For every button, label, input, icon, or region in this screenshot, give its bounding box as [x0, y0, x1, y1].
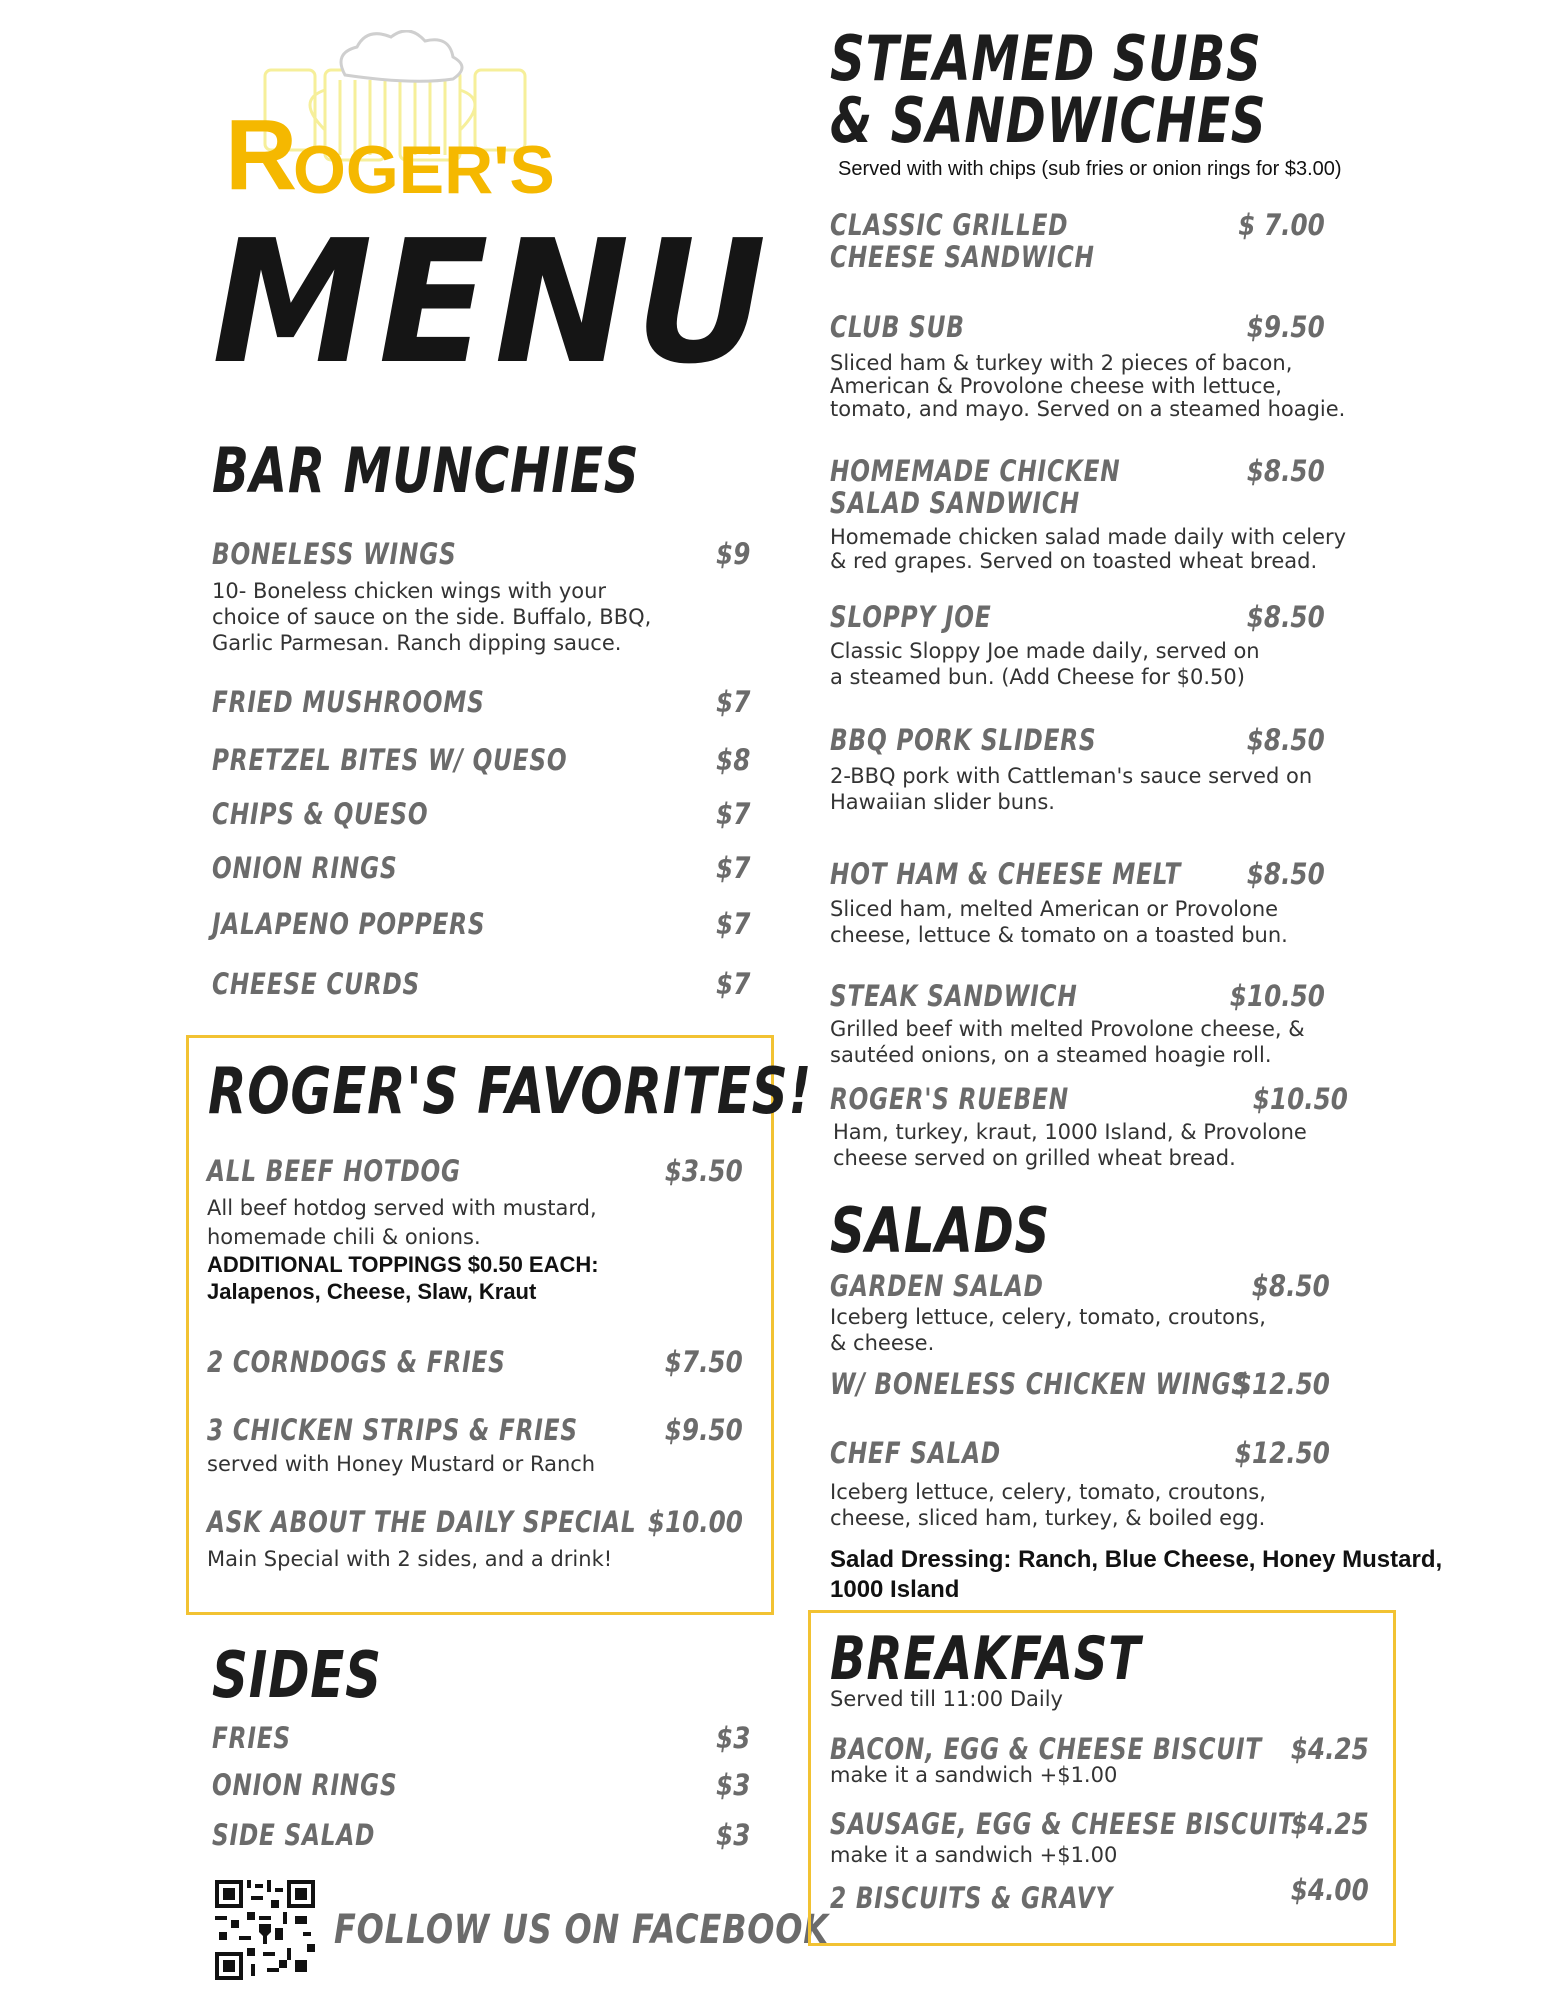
- breakfast-subtitle: Served till 11:00 Daily: [830, 1687, 1063, 1711]
- item-price: $7: [715, 797, 750, 831]
- item-desc: make it a sandwich +$1.00: [830, 1763, 1118, 1787]
- item-desc: Hawaiian slider buns.: [830, 790, 1055, 814]
- item-name: CHEESE CURDS: [212, 967, 421, 1001]
- item-name: HOT HAM & CHEESE MELT: [830, 857, 1182, 891]
- item-price: $7: [715, 685, 750, 719]
- item-desc: All beef hotdog served with mustard,: [207, 1196, 597, 1220]
- item-name: SLOPPY JOE: [830, 600, 992, 634]
- item-price: $12.50: [1234, 1367, 1330, 1401]
- item-price: $8.50: [1247, 723, 1325, 757]
- item-name: 2 BISCUITS & GRAVY: [830, 1881, 1114, 1915]
- item-price: $7: [715, 851, 750, 885]
- item-desc: & cheese.: [830, 1331, 935, 1355]
- item-price: $10.00: [647, 1505, 743, 1539]
- item-name: 3 CHICKEN STRIPS & FRIES: [207, 1413, 578, 1447]
- item-desc: cheese served on grilled wheat bread.: [833, 1146, 1236, 1170]
- item-price: $9.50: [665, 1413, 743, 1447]
- item-name: HOMEMADE CHICKEN: [830, 454, 1121, 488]
- item-desc: 2-BBQ pork with Cattleman's sauce served on: [830, 764, 1313, 788]
- item-desc: & red grapes. Served on toasted wheat bread.: [830, 549, 1318, 573]
- item-name: ONION RINGS: [212, 1768, 398, 1802]
- item-name: FRIED MUSHROOMS: [212, 685, 485, 719]
- item-price: $9: [715, 537, 750, 571]
- item-name: ALL BEEF HOTDOG: [207, 1154, 461, 1188]
- item-desc: Ham, turkey, kraut, 1000 Island, & Provolone: [833, 1120, 1307, 1144]
- item-desc: served with Honey Mustard or Ranch: [207, 1452, 596, 1476]
- subs-heading-line1: STEAMED SUBS: [830, 22, 1262, 95]
- item-price: $3: [715, 1818, 750, 1852]
- item-name: ROGER'S RUEBEN: [830, 1082, 1069, 1116]
- item-price: $8.50: [1247, 600, 1325, 634]
- item-desc: 10- Boneless chicken wings with your: [212, 579, 607, 603]
- item-desc: Iceberg lettuce, celery, tomato, croutons,: [830, 1305, 1266, 1329]
- item-price: $3: [715, 1721, 750, 1755]
- logo: [225, 30, 565, 215]
- item-desc: Garlic Parmesan. Ranch dipping sauce.: [212, 631, 622, 655]
- item-desc: sautéed onions, on a steamed hoagie roll.: [830, 1043, 1272, 1067]
- item-price: $4.00: [1291, 1873, 1369, 1907]
- item-price: $10.50: [1252, 1082, 1348, 1116]
- breakfast-heading: BREAKFAST: [830, 1624, 1141, 1694]
- item-price: $12.50: [1234, 1436, 1330, 1470]
- item-name: W/ BONELESS CHICKEN WINGS: [830, 1367, 1249, 1401]
- item-desc: Homemade chicken salad made daily with celery: [830, 525, 1347, 549]
- item-desc: American & Provolone cheese with lettuce,: [830, 374, 1282, 398]
- item-name: ASK ABOUT THE DAILY SPECIAL: [207, 1505, 637, 1539]
- item-price: $8: [715, 743, 750, 777]
- item-desc: Classic Sloppy Joe made daily, served on: [830, 639, 1260, 663]
- item-desc: Grilled beef with melted Provolone cheese, &: [830, 1017, 1305, 1041]
- item-price: $3: [715, 1768, 750, 1802]
- item-name: FRIES: [212, 1721, 291, 1755]
- item-desc: cheese, lettuce & tomato on a toasted bun.: [830, 923, 1288, 947]
- item-price: $9.50: [1247, 310, 1325, 344]
- item-name: CLASSIC GRILLED: [830, 208, 1069, 242]
- item-desc: Iceberg lettuce, celery, tomato, croutons,: [830, 1480, 1266, 1504]
- item-name: JALAPENO POPPERS: [212, 907, 486, 941]
- item-price: $4.25: [1291, 1732, 1369, 1766]
- menu-title: MENU: [212, 204, 773, 402]
- sides-heading: SIDES: [212, 1639, 382, 1713]
- item-desc: Sliced ham & turkey with 2 pieces of bacon,: [830, 351, 1293, 375]
- subs-heading-line2: & SANDWICHES: [830, 84, 1267, 157]
- item-price: $8.50: [1247, 454, 1325, 488]
- item-name: STEAK SANDWICH: [830, 979, 1078, 1013]
- salad-dressing-note: Salad Dressing: Ranch, Blue Cheese, Honey Mustard,: [830, 1546, 1443, 1573]
- item-desc: tomato, and mayo. Served on a steamed hoagie.: [830, 397, 1346, 421]
- item-desc: Sliced ham, melted American or Provolone: [830, 897, 1279, 921]
- item-name: SALAD SANDWICH: [830, 486, 1080, 520]
- item-price: $8.50: [1252, 1269, 1330, 1303]
- item-price: $7: [715, 907, 750, 941]
- qr-code-icon[interactable]: [215, 1880, 315, 1980]
- item-name: ONION RINGS: [212, 851, 398, 885]
- item-price: $7: [715, 967, 750, 1001]
- logo-name-rest: OGER'S: [293, 132, 555, 208]
- item-price: $8.50: [1247, 857, 1325, 891]
- item-name: 2 CORNDOGS & FRIES: [207, 1345, 506, 1379]
- salads-heading: SALADS: [830, 1194, 1051, 1267]
- item-price: $3.50: [665, 1154, 743, 1188]
- item-desc: homemade chili & onions.: [207, 1225, 481, 1249]
- item-price: $4.25: [1291, 1807, 1369, 1841]
- item-price: $10.50: [1229, 979, 1325, 1013]
- item-name: CLUB SUB: [830, 310, 965, 344]
- item-desc: cheese, sliced ham, turkey, & boiled egg.: [830, 1506, 1266, 1530]
- item-name: PRETZEL BITES W/ QUESO: [212, 743, 568, 777]
- follow-facebook-link[interactable]: FOLLOW US ON FACEBOOK: [334, 1907, 829, 1953]
- logo-initial: R: [225, 99, 298, 211]
- bar-munchies-heading: BAR MUNCHIES: [212, 434, 640, 507]
- item-name: GARDEN SALAD: [830, 1269, 1044, 1303]
- item-name: CHEF SALAD: [830, 1436, 1001, 1470]
- item-desc: make it a sandwich +$1.00: [830, 1843, 1118, 1867]
- item-desc: Main Special with 2 sides, and a drink!: [207, 1547, 613, 1571]
- item-price: $ 7.00: [1238, 208, 1325, 242]
- subs-subtitle: Served with with chips (sub fries or onion rings for $3.00): [838, 158, 1342, 180]
- item-name: SAUSAGE, EGG & CHEESE BISCUIT: [830, 1807, 1295, 1841]
- item-desc: a steamed bun. (Add Cheese for $0.50): [830, 665, 1245, 689]
- item-name: CHEESE SANDWICH: [830, 240, 1095, 274]
- item-name: SIDE SALAD: [212, 1818, 376, 1852]
- salad-dressing-note: 1000 Island: [830, 1576, 960, 1603]
- item-name: CHIPS & QUESO: [212, 797, 429, 831]
- toppings-list: Jalapenos, Cheese, Slaw, Kraut: [207, 1279, 537, 1304]
- item-desc: choice of sauce on the side. Buffalo, BBQ,: [212, 605, 652, 629]
- item-name: BACON, EGG & CHEESE BISCUIT: [830, 1732, 1263, 1766]
- toppings-note: ADDITIONAL TOPPINGS $0.50 EACH:: [207, 1252, 599, 1277]
- item-price: $7.50: [665, 1345, 743, 1379]
- item-name: BBQ PORK SLIDERS: [830, 723, 1097, 757]
- favorites-heading: ROGER'S FAVORITES!: [208, 1055, 813, 1129]
- item-name: BONELESS WINGS: [212, 537, 457, 571]
